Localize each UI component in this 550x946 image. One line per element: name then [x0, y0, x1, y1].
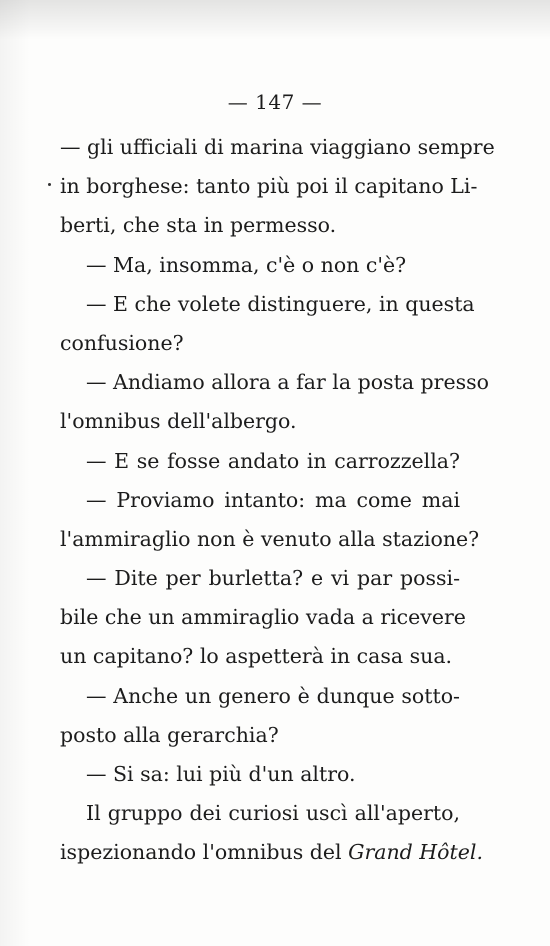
text-line: l'ammiraglio non è venuto alla stazione? [60, 526, 480, 551]
text-line: confusione? [60, 330, 184, 355]
text-line: — Proviamo intanto: ma come mai [86, 487, 460, 512]
text-line: — Ma, insomma, c'è o non c'è? [86, 252, 407, 277]
text-line: berti, che sta in permesso. [60, 213, 337, 238]
text-line: — E se fosse andato in carrozzella? [86, 448, 460, 473]
text-line-roman: ispezionando l'omnibus del [60, 840, 349, 865]
text-line [60, 833, 483, 872]
text-line: Il gruppo dei curiosi uscì all'aperto, [86, 801, 460, 826]
text-line: — Si sa: lui più d'un altro. [86, 762, 356, 786]
page-number: — 147 — [227, 90, 323, 114]
body-text [60, 128, 495, 873]
text-line: — Anche un genero è dunque sotto- [86, 683, 460, 708]
text-line: — gli ufficiali di marina viaggiano sempre [60, 135, 495, 159]
print-speck [48, 183, 51, 186]
text-line: l'omnibus dell'albergo. [60, 409, 297, 434]
text-line: bile che un ammiraglio vada a ricevere [60, 605, 466, 630]
text-line: — E che volete distinguere, in questa [86, 291, 475, 316]
text-line: — Andiamo allora a far la posta presso [86, 370, 489, 395]
text-line: posto alla gerarchia? [60, 722, 279, 747]
text-line: in borghese: tanto più poi il capitano Li- [60, 174, 478, 199]
text-line: un capitano? lo aspetterà in casa sua. [60, 644, 453, 669]
text-line: — Dite per burletta? e vi par possi- [86, 566, 460, 591]
hotel-name-italic: Grand Hôtel. [348, 840, 483, 865]
